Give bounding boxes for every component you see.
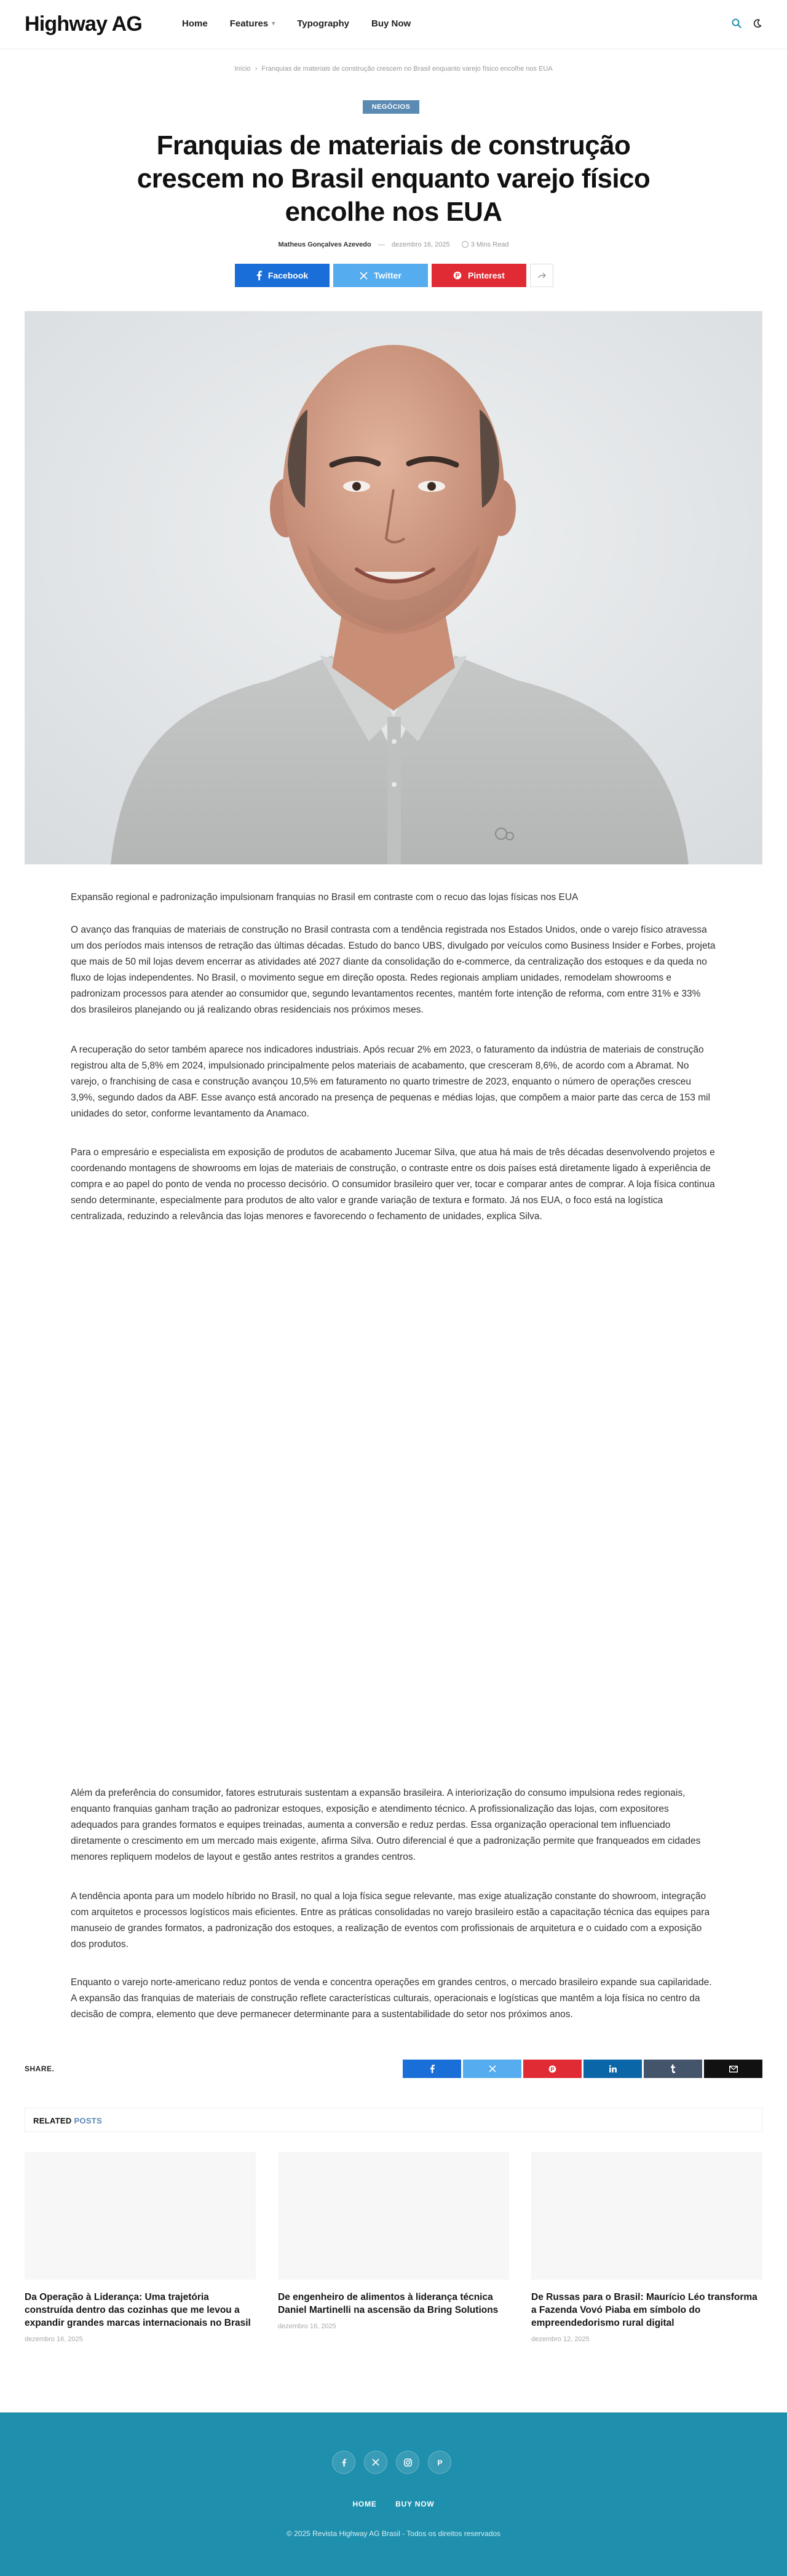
paragraph-text: A tendência aponta para um modelo híbrido no Brasil, no qual a loja física segue relevante, mas exige atualização constante do showroom, integração com arquitetos e processos logísticos mais eficientes. Entre as práticas consolidadas no varejo brasileiro estão a capacitação técnica das equipes para manuseio de grandes formatos, a padronização dos estoques, a realização de eventos com profissionais de arquitetura e o cuidado com a exposição dos produtos.	[71, 1891, 710, 1950]
article-title: Franquias de materiais de construção crescem no Brasil enquanto varejo físico encolhe nos EUA	[136, 130, 651, 227]
search-icon[interactable]	[732, 18, 742, 28]
share-buttons-top	[235, 264, 553, 287]
paragraph-text: Além da preferência do consumidor, fatores estruturais sustentam a expansão brasileira. A interiorização do consumo impulsiona redes regionais, enquanto franquias ganham tração ao padronizar estoques, exposição e atendimento técnico. A profissionalização das lojas, com expositores adequados para grandes formatos e equipes treinadas, aumenta a conversão e reduz perdas. Essa organização operacional tem influenciado diretamente o crescimento em um mercado mais exigente, afirma Silva. Outro diferencial é que a padronização permite que franqueados em cidades menores repliquem modelos de layout e gestão antes restritos a grandes centros.	[71, 1788, 701, 1862]
pinterest-icon	[453, 271, 462, 280]
article-paragraph	[71, 1975, 716, 2023]
related-posts-heading	[33, 2116, 102, 2125]
footer-pinterest-link[interactable]	[428, 2451, 451, 2474]
paragraph-text: O avanço das franquias de materiais de construção no Brasil contrasta com a tendência registrada nos Estados Unidos, onde o varejo físico atravessa um dos períodos mais intensos de retração das últimas décadas. Estudo do banco UBS, divulgado por veículos como Business Insider e Forbes, projeta que mais de 50 mil lojas devem encerrar as atividades até 2027 diante da consolidação do e-commerce, da centralização dos estoques e da queda no fluxo de lojas independentes. No Brasil, o movimento segue em direção oposta. Redes regionais ampliam unidades, remodelam showrooms e padronizam processos para atender ao consumidor que, segundo levantamentos recentes, mantém forte intenção de reforma, com entre 31% e 33% dos brasileiros planejando ou já realizando obras residenciais nos próximos meses.	[71, 925, 716, 1015]
dark-mode-icon[interactable]	[753, 18, 762, 28]
share-facebook-label: Facebook	[267, 271, 309, 280]
facebook-icon	[430, 2064, 435, 2073]
publish-date: dezembro 16, 2025	[391, 241, 450, 248]
x-icon	[360, 272, 368, 280]
copyright-text: © 2025 Revista Highway AG Brasil - Todos os direitos reservados	[286, 2529, 501, 2538]
nav-label: Typography	[297, 18, 349, 29]
share-pinterest-button[interactable]	[432, 264, 526, 287]
related-heading-b: POSTS	[74, 2116, 103, 2125]
article-paragraph	[71, 922, 716, 1018]
share-pinterest-label: Pinterest	[468, 271, 505, 280]
share-facebook-button[interactable]	[403, 2060, 461, 2078]
related-post-card[interactable]	[531, 2152, 762, 2343]
nav-features[interactable]	[230, 18, 275, 29]
article-meta	[0, 241, 787, 248]
nav-label: Features	[229, 18, 269, 29]
nav-label: Buy Now	[371, 18, 411, 29]
read-time: 3 Mins Read	[470, 241, 509, 248]
paragraph-text: Para o empresário e especialista em exposição de produtos de acabamento Jucemar Silva, que atua há mais de três décadas desenvolvendo projetos e coordenando montagens de showrooms em lojas de materiais de construção, o contraste entre os dois países está diretamente ligado à experiência de compra e ao papel do ponto de venda no processo decisório. O consumidor brasileiro quer ver, tocar e comparar antes de comprar. A loja física continua sendo determinante, especialmente para produtos de alto valor e grande variação de textura e formato. Já nos EUA, o foco está na logística centralizada, reduzindo a relevância das lojas menores e favorecendo o fechamento de unidades, explica Silva.	[71, 1147, 715, 1222]
related-post-title[interactable]: De engenheiro de alimentos à liderança técnica Daniel Martinelli na ascensão da Bring Solutions	[278, 2292, 499, 2315]
breadcrumb	[0, 65, 787, 73]
meta-separator: —	[378, 241, 385, 248]
main-nav	[182, 18, 433, 29]
paragraph-text: A recuperação do setor também aparece nos indicadores industriais. Após recuar 2% em 2023, o faturamento da indústria de materiais de construção registrou alta de 5,8% em 2024, impulsionado principalmente pelos materiais de acabamento, que cresceram 8,6%, de acordo com a Abramat. No varejo, o franchising de casa e construção avançou 10,5% em faturamento no quarto trimestre de 2023, enquanto o número de operações cresceu 3,9%, segundo dados da ABF. Esse avanço está ancorado na presença de pequenas e médias lojas, que compõem a maior parte das cerca de 153 mil unidades do setor, conforme levantamento da Anamaco.	[71, 1045, 711, 1119]
facebook-icon	[342, 2459, 346, 2467]
paragraph-text: Enquanto o varejo norte-americano reduz pontos de venda e concentra operações em grandes centros, o mercado brasileiro expande sua capilaridade. A expansão das franquias de materiais de construção reflete características culturais, operacionais e logísticas que mantêm a loja física no centro da decisão de compra, elemento que deve permanecer determinante para a sustentabilidade do setor nos próximos anos.	[71, 1977, 712, 2020]
share-pinterest-button[interactable]	[523, 2060, 582, 2078]
linkedin-icon	[609, 2065, 617, 2072]
svg-text:P: P	[455, 272, 460, 280]
x-icon	[372, 2459, 379, 2466]
related-post-title[interactable]: Da Operação à Liderança: Uma trajetória construída dentro das cozinhas que me levou a expandir grandes marcas internacionais no Brasil	[25, 2292, 251, 2328]
ad-placeholder	[71, 1251, 716, 1774]
share-linkedin-button[interactable]	[583, 2060, 642, 2078]
instagram-icon	[404, 2459, 412, 2467]
article-paragraph	[71, 1042, 716, 1122]
site-footer	[0, 2412, 787, 2576]
pinterest-icon	[548, 2065, 556, 2073]
nav-home[interactable]	[182, 18, 208, 29]
footer-nav-buy-now[interactable]: BUY NOW	[395, 2500, 435, 2508]
footer-social-links	[332, 2451, 451, 2474]
related-post-thumbnail[interactable]	[25, 2152, 256, 2280]
pinterest-icon	[436, 2459, 444, 2467]
article-lead	[71, 890, 716, 906]
site-header	[0, 0, 787, 49]
author-name[interactable]: Matheus Gonçalves Azevedo	[278, 241, 371, 248]
article-paragraph	[71, 1145, 716, 1225]
site-logo[interactable]: Highway AG	[25, 12, 142, 36]
nav-typography[interactable]	[297, 18, 349, 29]
share-twitter-button[interactable]	[333, 264, 428, 287]
article-paragraph	[71, 1785, 716, 1865]
clock-icon	[462, 241, 469, 248]
share-buttons-bottom	[403, 2060, 762, 2078]
breadcrumb-home[interactable]: Início	[234, 65, 251, 73]
share-more-button[interactable]	[530, 264, 553, 287]
nav-label: Home	[182, 18, 208, 29]
share-label: SHARE.	[25, 2064, 55, 2073]
share-email-button[interactable]	[704, 2060, 762, 2078]
share-tumblr-button[interactable]	[644, 2060, 702, 2078]
email-icon	[729, 2066, 738, 2072]
header-icons	[732, 18, 762, 28]
breadcrumb-current: Franquias de materiais de construção crescem no Brasil enquanto varejo físico encolhe nos EUA	[261, 65, 553, 73]
lead-paragraph: Expansão regional e padronização impulsionam franquias no Brasil em contraste com o recuo das lojas físicas nos EUA	[71, 892, 579, 903]
related-post-date: dezembro 12, 2025	[531, 2336, 590, 2343]
hero-image	[25, 311, 762, 864]
x-icon	[489, 2065, 496, 2072]
footer-facebook-link[interactable]	[332, 2451, 355, 2474]
category-badge[interactable]: NEGÓCIOS	[363, 100, 419, 114]
article-paragraph	[71, 1889, 716, 1953]
chevron-down-icon: ▾	[272, 20, 275, 27]
related-post-card[interactable]	[278, 2152, 509, 2330]
related-posts-header-box	[25, 2108, 762, 2132]
related-post-title[interactable]: De Russas para o Brasil: Maurício Léo transforma a Fazenda Vovó Piaba em símbolo do empreendedorismo rural digital	[531, 2292, 757, 2328]
footer-nav	[0, 2499, 787, 2510]
footer-x-link[interactable]	[364, 2451, 387, 2474]
share-x-button[interactable]	[463, 2060, 521, 2078]
share-twitter-label: Twitter	[374, 271, 401, 280]
share-facebook-button[interactable]	[235, 264, 330, 287]
share-icon	[538, 272, 546, 279]
footer-nav-home[interactable]: HOME	[352, 2500, 377, 2508]
related-post-date: dezembro 16, 2025	[25, 2336, 83, 2343]
related-post-card[interactable]	[25, 2152, 256, 2343]
footer-instagram-link[interactable]	[396, 2451, 419, 2474]
facebook-icon	[256, 271, 262, 280]
svg-text:P: P	[437, 2458, 443, 2467]
related-heading-a: RELATED	[33, 2116, 72, 2125]
nav-buy-now[interactable]	[371, 18, 411, 29]
related-post-date: dezembro 16, 2025	[278, 2323, 336, 2330]
related-post-thumbnail[interactable]	[531, 2152, 762, 2280]
tumblr-icon	[670, 2064, 676, 2073]
svg-text:P: P	[550, 2066, 555, 2072]
breadcrumb-separator: ›	[255, 65, 258, 73]
related-post-thumbnail[interactable]	[278, 2152, 509, 2280]
portrait-illustration	[25, 311, 762, 864]
